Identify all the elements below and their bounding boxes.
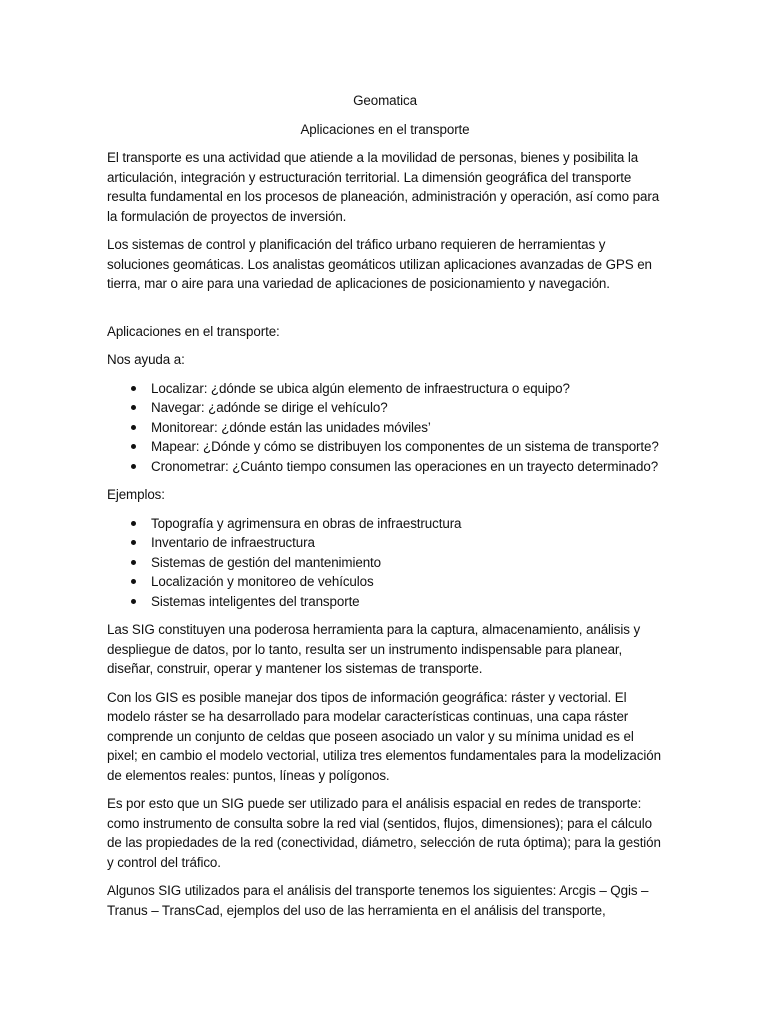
bullet-icon xyxy=(131,464,136,469)
list-item-text: Navegar: ¿adónde se dirige el vehículo? xyxy=(151,400,388,415)
list-item xyxy=(107,379,663,399)
list-item xyxy=(107,457,663,477)
bullet-icon xyxy=(131,405,136,410)
paragraph-body-4: Algunos SIG utilizados para el análisis del transporte tenemos los siguientes: Arcgis – Qgis – Tranus – TransCad, ejemplos del uso de las herramienta en el análisis del transporte, xyxy=(107,883,649,918)
list-item-text: Mapear: ¿Dónde y cómo se distribuyen los componentes de un sistema de transporte? xyxy=(151,439,659,454)
list-item-text: Monitorear: ¿dónde están las unidades móviles’ xyxy=(151,419,431,435)
list-item xyxy=(107,572,663,592)
blank-line xyxy=(107,303,663,322)
list-item-text: Localización y monitoreo de vehículos xyxy=(151,574,374,589)
list-item-text: Sistemas inteligentes del transporte xyxy=(151,593,360,609)
paragraph-body-3: Es por esto que un SIG puede ser utilizado para el análisis espacial en redes de transporte: como instrumento de consulta sobre la red vial (sentidos, flujos, dimensiones); para el cálculo de las propiedades de la red (conectividad, diámetro, selección de ruta óptima); para la gestión y control del tráfico. xyxy=(107,796,661,870)
bullet-icon xyxy=(131,386,136,391)
list-item-text: Inventario de infraestructura xyxy=(151,535,315,550)
bullet-icon xyxy=(131,579,136,584)
document-content xyxy=(107,91,663,929)
document-subtitle: Aplicaciones en el transporte xyxy=(300,121,470,137)
bullet-icon xyxy=(131,444,136,449)
bullet-icon xyxy=(131,521,136,526)
list-item-text: Localizar: ¿dónde se ubica algún elemento de infraestructura o equipo? xyxy=(151,380,570,396)
list-item-text: Sistemas de gestión del mantenimiento xyxy=(151,554,382,570)
bullet-icon xyxy=(131,540,136,545)
list-item-text: Topografía y agrimensura en obras de infraestructura xyxy=(151,515,462,531)
helps-heading: Nos ayuda a: xyxy=(107,352,185,367)
paragraph-body-2: Con los GIS es posible manejar dos tipos de información geográfica: ráster y vectorial. El modelo ráster se ha desarrollado para modelar características continuas, una capa ráster comprende un conjunto de celdas que poseen asociado un valor y su mínima unidad es el pixel; en cambio el modelo vectorial, utiliza tres elementos fundamentales para la modelización de elementos reales: puntos, líneas y polígonos. xyxy=(107,689,661,783)
paragraph-intro-2: Los sistemas de control y planificación del tráfico urbano requieren de herramientas y soluciones geomáticas. Los analistas geomáticos utilizan aplicaciones avanzadas de GPS en tierra, mar o aire para una variedad de aplicaciones de posicionamiento y navegación. xyxy=(107,237,652,291)
list-item xyxy=(107,437,663,457)
list-item xyxy=(107,514,663,534)
document-title: Geomatica xyxy=(353,93,417,108)
examples-heading: Ejemplos: xyxy=(107,487,165,502)
applications-heading: Aplicaciones en el transporte: xyxy=(107,323,280,339)
list-item xyxy=(107,592,663,612)
bullet-icon xyxy=(131,425,136,430)
bullet-icon xyxy=(131,599,136,604)
paragraph-intro-1: El transporte es una actividad que atiende a la movilidad de personas, bienes y posibilita la articulación, integración y estructuración territorial. La dimensión geográfica del transporte resulta fundamental en los procesos de planeación, administración y operación, así como para la formulación de proyectos de inversión. xyxy=(107,150,660,224)
bullet-icon xyxy=(131,560,136,565)
list-item xyxy=(107,533,663,553)
paragraph-body-1: Las SIG constituyen una poderosa herramienta para la captura, almacenamiento, análisis y despliegue de datos, por lo tanto, resulta ser un instrumento indispensable para planear, diseñar, construir, operar y mantener los sistemas de transporte. xyxy=(107,622,641,676)
list-item-text: Cronometrar: ¿Cuánto tiempo consumen las operaciones en un trayecto determinado? xyxy=(151,458,659,474)
helps-list xyxy=(107,379,663,477)
list-item xyxy=(107,418,663,438)
list-item xyxy=(107,398,663,418)
examples-list xyxy=(107,514,663,612)
list-item xyxy=(107,553,663,573)
